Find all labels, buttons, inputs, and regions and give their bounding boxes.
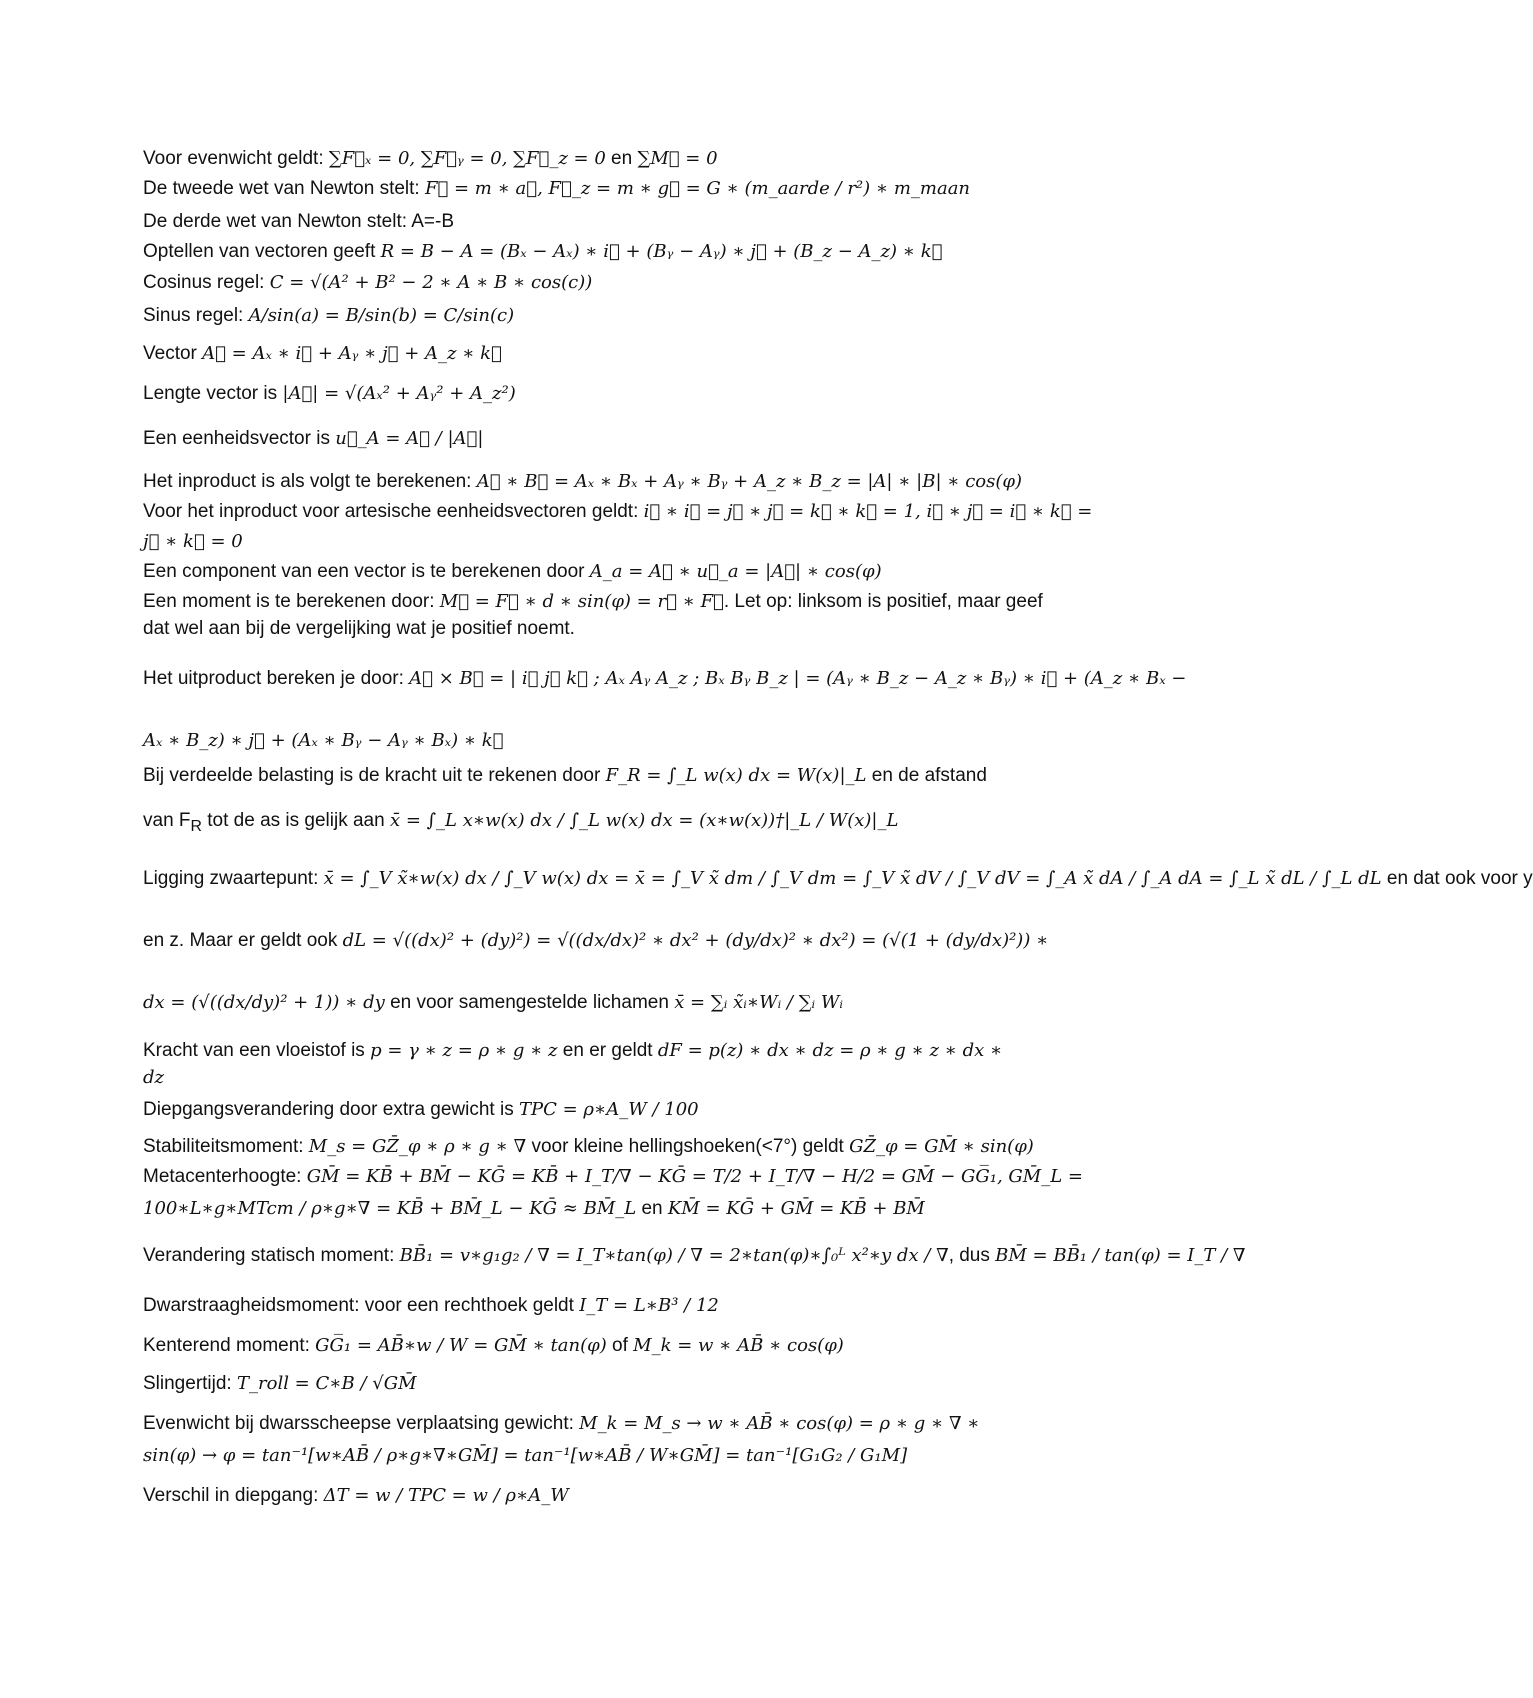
- math-expression: GG̅₁ = AB̄∗w / W = GM̄ ∗ tan(φ): [315, 1335, 607, 1356]
- formula-line: [143, 1413, 1063, 1445]
- line-text: en: [636, 1198, 668, 1219]
- line-text: . Let op: linksom is positief, maar geef: [723, 591, 1043, 612]
- formula-line: [143, 428, 1063, 471]
- line-text: Verschil in diepgang:: [143, 1485, 324, 1506]
- formula-line: [143, 1485, 1063, 1521]
- math-expression: p = γ ∗ z = ρ ∗ g ∗ z: [370, 1040, 558, 1061]
- math-expression: i⃗ ∗ i⃗ = j⃗ ∗ j⃗ = k⃗ ∗ k⃗ = 1, i⃗ ∗ j⃗ = i⃗ ∗ k⃗ =: [643, 501, 1093, 522]
- line-text: Sinus regel:: [143, 305, 249, 326]
- subscript: R: [190, 817, 202, 835]
- subscript-wrapper: [190, 810, 202, 835]
- line-text: Het uitproduct bereken je door:: [143, 668, 410, 689]
- math-expression: BB̄₁ = v∗g₁g₂ / ∇ = I_T∗tan(φ) / ∇ = 2∗tan(φ)∗∫₀ᴸ x²∗y dx / ∇: [399, 1245, 949, 1266]
- line-text: Slingertijd:: [143, 1373, 237, 1394]
- line-text: en voor samengestelde lichamen: [384, 992, 675, 1013]
- formula-line: [143, 618, 1063, 668]
- formula-line: [143, 1335, 1063, 1373]
- math-expression: dF = p(z) ∗ dx ∗ dz = ρ ∗ g ∗ z ∗ dx ∗: [657, 1040, 1003, 1061]
- math-expression: M⃗ = F⃗ ∗ d ∗ sin(φ) = r⃗ ∗ F⃗: [439, 591, 724, 612]
- formula-line: [143, 868, 1533, 930]
- formula-line: [143, 1136, 1063, 1166]
- formula-line: [143, 241, 1063, 272]
- formula-line: [143, 1067, 1063, 1099]
- math-expression: A⃗ × B⃗ = | i⃗ j⃗ k⃗ ; Aₓ Aᵧ A_z ; Bₓ Bᵧ B_z | = (Aᵧ ∗ B_z − A_z ∗ Bᵧ) ∗ i⃗ + (A_z ∗ Bₓ −: [409, 668, 1187, 689]
- formula-line: [143, 1445, 1063, 1485]
- math-expression: C = √(A² + B² − 2 ∗ A ∗ B ∗ cos(c)): [269, 272, 593, 293]
- formula-line: [143, 1198, 1063, 1245]
- line-text: Een eenheidsvector is: [143, 428, 336, 449]
- formula-line: [143, 272, 1063, 305]
- math-expression: j⃗ ∗ k⃗ = 0: [143, 531, 243, 552]
- line-text: De derde wet van Newton stelt: A=-B: [143, 211, 455, 232]
- math-expression: Aₓ ∗ B_z) ∗ j⃗ + (Aₓ ∗ Bᵧ − Aᵧ ∗ Bₓ) ∗ k⃗: [143, 730, 504, 751]
- math-expression: I_T = L∗B³ / 12: [579, 1295, 719, 1316]
- formula-line: [143, 1040, 1063, 1067]
- formula-line: [143, 930, 1063, 992]
- math-expression: dz: [143, 1067, 165, 1088]
- formula-line: [143, 765, 1063, 810]
- formula-line: [143, 305, 1063, 343]
- math-expression: A⃗ = Aₓ ∗ i⃗ + Aᵧ ∗ j⃗ + A_z ∗ k⃗: [202, 343, 502, 364]
- line-text: en de afstand: [866, 765, 987, 786]
- math-expression: u⃗_A = A⃗ / |A⃗|: [335, 428, 484, 449]
- line-text: of: [606, 1335, 634, 1356]
- math-expression: GM̄ = KB̄ + BM̄ − KḠ = KB̄ + I_T/∇ − KḠ = T/2 + I_T/∇ − H/2 = GM̄ − GG̅₁, GM̄_L =: [306, 1166, 1083, 1187]
- math-expression: x̄ = ∑ᵢ x̃ᵢ∗Wᵢ / ∑ᵢ Wᵢ: [674, 992, 844, 1013]
- formula-line: [143, 1295, 1063, 1335]
- math-expression: A⃗ ∗ B⃗ = Aₓ ∗ Bₓ + Aᵧ ∗ Bᵧ + A_z ∗ B_z = |A| ∗ |B| ∗ cos(φ): [476, 471, 1023, 492]
- line-text: Voor evenwicht geldt:: [143, 148, 329, 169]
- math-expression: |A⃗| = √(Aₓ² + Aᵧ² + A_z²): [282, 383, 516, 404]
- math-expression: F⃗ = m ∗ a⃗, F⃗_z = m ∗ g⃗ = G ∗ (m_aarde / r²) ∗ m_maan: [424, 178, 971, 199]
- formula-line: [143, 591, 1063, 618]
- math-expression: 100∗L∗g∗MTcm / ρ∗g∗∇ = KB̄ + BM̄_L − KḠ ≈ BM̄_L: [143, 1198, 637, 1219]
- line-text: en: [605, 148, 638, 169]
- math-expression: ∑M⃗ = 0: [637, 148, 718, 169]
- math-expression: x̄ = ∫_L x∗w(x) dx / ∫_L w(x) dx = (x∗w(x))†|_L / W(x)|_L: [389, 810, 899, 831]
- formula-line: [143, 383, 1063, 428]
- formula-line: [143, 730, 1063, 765]
- formula-sheet: [143, 148, 1533, 1521]
- line-text: Dwarstraagheidsmoment: voor een rechthoek geldt: [143, 1295, 580, 1316]
- math-expression: TPC = ρ∗A_W / 100: [519, 1099, 699, 1120]
- line-text: Ligging zwaartepunt:: [143, 868, 324, 889]
- math-expression: A_a = A⃗ ∗ u⃗_a = |A⃗| ∗ cos(φ): [589, 561, 882, 582]
- formula-line: [143, 992, 1063, 1040]
- line-text: Bij verdeelde belasting is de kracht uit te rekenen door: [143, 765, 606, 786]
- formula-line: [143, 501, 1093, 531]
- math-expression: sin(φ) → φ = tan⁻¹[w∗AB̄ / ρ∗g∗∇∗GM̄] = tan⁻¹[w∗AB̄ / W∗GM̄] = tan⁻¹[G₁G₂ / G₁M]: [143, 1445, 908, 1466]
- line-text: en er geldt: [557, 1040, 658, 1061]
- math-expression: dx = (√((dx/dy)² + 1)) ∗ dy: [143, 992, 385, 1013]
- math-expression: KM̄ = KḠ + GM̄ = KB̄ + BM̄: [667, 1198, 925, 1219]
- math-expression: BM̄ = BB̄₁ / tan(φ) = I_T / ∇: [995, 1245, 1246, 1266]
- math-expression: GZ̄_φ = GM̄ ∗ sin(φ): [849, 1136, 1034, 1157]
- math-expression: ΔT = w / TPC = w / ρ∗A_W: [323, 1485, 569, 1506]
- line-text: Evenwicht bij dwarsscheepse verplaatsing gewicht:: [143, 1413, 580, 1434]
- line-text: Lengte vector is: [143, 383, 283, 404]
- formula-line: [143, 343, 1063, 383]
- formula-line: [143, 148, 1063, 178]
- formula-line: [143, 1099, 1063, 1136]
- line-text: tot de as is gelijk aan: [201, 810, 390, 831]
- math-expression: A/sin(a) = B/sin(b) = C/sin(c): [248, 305, 515, 326]
- math-expression: F_R = ∫_L w(x) dx = W(x)|_L: [605, 765, 867, 786]
- formula-line: [143, 531, 1063, 561]
- formula-line: [143, 1245, 1246, 1295]
- line-text: Voor het inproduct voor artesische eenheidsvectoren geldt:: [143, 501, 644, 522]
- math-expression: dL = √((dx)² + (dy)²) = √((dx/dx)² ∗ dx² + (dy/dx)² ∗ dx²) = (√(1 + (dy/dx)²)) ∗: [342, 930, 1049, 951]
- line-text: Stabiliteitsmoment:: [143, 1136, 309, 1157]
- line-text: Optellen van vectoren geeft: [143, 241, 381, 262]
- formula-line: [143, 471, 1063, 501]
- line-text: Cosinus regel:: [143, 272, 270, 293]
- line-text: Het inproduct is als volgt te berekenen:: [143, 471, 477, 492]
- math-expression: M_k = M_s → w ∗ AB̄ ∗ cos(φ) = ρ ∗ g ∗ ∇ ∗: [579, 1413, 980, 1434]
- formula-line: [143, 1166, 1083, 1198]
- line-text: De tweede wet van Newton stelt:: [143, 178, 425, 199]
- math-expression: T_roll = C∗B / √GM̄: [237, 1373, 417, 1394]
- line-text: Metacenterhoogte:: [143, 1166, 307, 1187]
- line-text: van F: [143, 810, 191, 831]
- line-text: Diepgangsverandering door extra gewicht is: [143, 1099, 519, 1120]
- line-text: , dus: [948, 1245, 996, 1266]
- line-text: en dat ook voor y: [1381, 868, 1533, 889]
- formula-line: [143, 561, 1063, 591]
- line-text: Vector: [143, 343, 203, 364]
- formula-line: [143, 211, 1063, 241]
- math-expression: ∑F⃗ₓ = 0, ∑F⃗ᵧ = 0, ∑F⃗_z = 0: [328, 148, 606, 169]
- line-text: dat wel aan bij de vergelijking wat je positief noemt.: [143, 618, 575, 639]
- line-text: Verandering statisch moment:: [143, 1245, 400, 1266]
- formula-line: [143, 668, 1187, 730]
- formula-line: [143, 1373, 1063, 1413]
- line-text: Een moment is te berekenen door:: [143, 591, 440, 612]
- line-text: Kenterend moment:: [143, 1335, 316, 1356]
- math-expression: M_s = GZ̄_φ ∗ ρ ∗ g ∗ ∇: [308, 1136, 527, 1157]
- line-text: en z. Maar er geldt ook: [143, 930, 343, 951]
- line-text: Kracht van een vloeistof is: [143, 1040, 371, 1061]
- math-expression: R = B − A = (Bₓ − Aₓ) ∗ i⃗ + (Bᵧ − Aᵧ) ∗ j⃗ + (B_z − A_z) ∗ k⃗: [380, 241, 943, 262]
- math-expression: x̄ = ∫_V x̃∗w(x) dx / ∫_V w(x) dx = x̄ = ∫_V x̃ dm / ∫_V dm = ∫_V x̃ dV / ∫_V dV = ∫_A x̃ dA / ∫_A dA = ∫_L x̃ dL / ∫_L dL: [323, 868, 1382, 889]
- formula-line: [143, 810, 1063, 868]
- line-text: Een component van een vector is te berekenen door: [143, 561, 590, 582]
- formula-line: [143, 178, 1063, 211]
- math-expression: M_k = w ∗ AB̄ ∗ cos(φ): [633, 1335, 844, 1356]
- line-text: voor kleine hellingshoeken(<7°) geldt: [526, 1136, 850, 1157]
